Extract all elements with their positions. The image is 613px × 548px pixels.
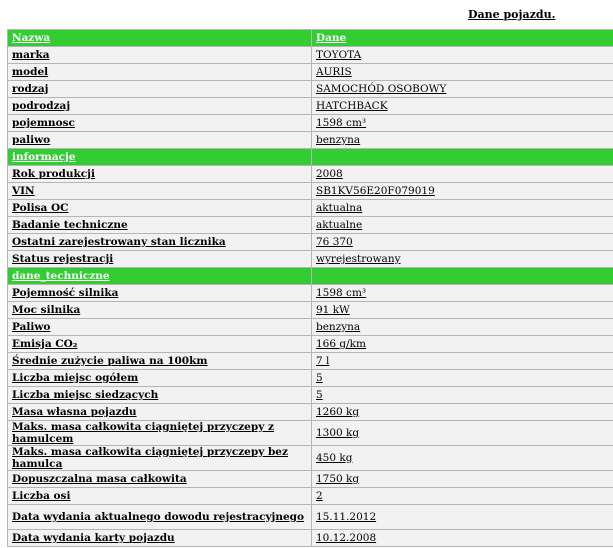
row-value: 91 kW xyxy=(312,302,613,319)
table-row xyxy=(8,81,613,98)
table-row xyxy=(8,234,613,251)
row-value: HATCHBACK xyxy=(312,98,613,115)
row-label: Pojemność silnika xyxy=(8,285,312,302)
row-label: podrodzaj xyxy=(8,98,312,115)
row-label: Rok produkcji xyxy=(8,166,312,183)
table-row xyxy=(8,285,613,302)
row-label: pojemnosc xyxy=(8,115,312,132)
table-row xyxy=(8,446,613,471)
row-label: Masa własna pojazdu xyxy=(8,404,312,421)
table-row xyxy=(8,530,613,547)
row-value: SAMOCHÓD OSOBOWY xyxy=(312,81,613,98)
row-label: Moc silnika xyxy=(8,302,312,319)
table-row xyxy=(8,200,613,217)
table-row xyxy=(8,336,613,353)
row-value: 1300 kg xyxy=(312,421,613,446)
section-title[interactable]: informacje xyxy=(8,149,312,166)
vehicle-data-table xyxy=(7,29,613,547)
table-row xyxy=(8,421,613,446)
table-row xyxy=(8,471,613,488)
table-row xyxy=(8,47,613,64)
table-row xyxy=(8,166,613,183)
table-row xyxy=(8,302,613,319)
table-row xyxy=(8,319,613,336)
row-value: wyrejestrowany xyxy=(312,251,613,268)
section-empty-cell xyxy=(312,149,613,166)
table-row xyxy=(8,251,613,268)
row-value: aktualna xyxy=(312,200,613,217)
row-value: 1598 cm³ xyxy=(312,285,613,302)
table-row xyxy=(8,115,613,132)
row-value: benzyna xyxy=(312,319,613,336)
row-label: Paliwo xyxy=(8,319,312,336)
column-header-data[interactable]: Dane xyxy=(312,30,613,47)
table-row xyxy=(8,488,613,505)
row-value: TOYOTA xyxy=(312,47,613,64)
row-value: 7 l xyxy=(312,353,613,370)
table-row xyxy=(8,404,613,421)
row-label: Data wydania karty pojazdu xyxy=(8,530,312,547)
row-label: Średnie zużycie paliwa na 100km xyxy=(8,353,312,370)
section-header-dane-techniczne xyxy=(8,268,613,285)
row-label: marka xyxy=(8,47,312,64)
table-row xyxy=(8,64,613,81)
section-title[interactable]: dane_techniczne xyxy=(8,268,312,285)
row-label: Emisja CO₂ xyxy=(8,336,312,353)
row-label: Ostatni zarejestrowany stan licznika xyxy=(8,234,312,251)
row-label: model xyxy=(8,64,312,81)
table-row xyxy=(8,505,613,530)
row-value: benzyna xyxy=(312,132,613,149)
row-label: Status rejestracji xyxy=(8,251,312,268)
row-value: 1750 kg xyxy=(312,471,613,488)
row-label: Data wydania aktualnego dowodu rejestracyjnego xyxy=(8,505,312,530)
row-value: 166 g/km xyxy=(312,336,613,353)
row-value: 1598 cm³ xyxy=(312,115,613,132)
row-value: 2008 xyxy=(312,166,613,183)
row-value: 1260 kg xyxy=(312,404,613,421)
row-label: Polisa OC xyxy=(8,200,312,217)
row-label: rodzaj xyxy=(8,81,312,98)
row-label: Maks. masa całkowita ciągniętej przyczepy z hamulcem xyxy=(8,421,312,446)
section-empty-cell xyxy=(312,268,613,285)
table-row xyxy=(8,183,613,200)
row-value: 15.11.2012 xyxy=(312,505,613,530)
table-row xyxy=(8,353,613,370)
row-label: Liczba miejsc siedzących xyxy=(8,387,312,404)
page-title: Dane pojazdu. xyxy=(468,8,556,21)
row-label: VIN xyxy=(8,183,312,200)
row-value: 76 370 xyxy=(312,234,613,251)
row-label: Dopuszczalna masa całkowita xyxy=(8,471,312,488)
row-value: 2 xyxy=(312,488,613,505)
row-value: AURIS xyxy=(312,64,613,81)
row-label: paliwo xyxy=(8,132,312,149)
row-value: 5 xyxy=(312,387,613,404)
section-header-informacje xyxy=(8,149,613,166)
row-value: SB1KV56E20F079019 xyxy=(312,183,613,200)
row-value: aktualne xyxy=(312,217,613,234)
row-label: Badanie techniczne xyxy=(8,217,312,234)
row-value: 450 kg xyxy=(312,446,613,471)
column-header-name[interactable]: Nazwa xyxy=(8,30,312,47)
table-row xyxy=(8,370,613,387)
row-label: Liczba osi xyxy=(8,488,312,505)
table-row xyxy=(8,132,613,149)
row-label: Liczba miejsc ogółem xyxy=(8,370,312,387)
row-label: Maks. masa całkowita ciągniętej przyczepy bez hamulca xyxy=(8,446,312,471)
table-row xyxy=(8,217,613,234)
table-row xyxy=(8,98,613,115)
table-header-row xyxy=(8,30,613,47)
row-value: 10.12.2008 xyxy=(312,530,613,547)
row-value: 5 xyxy=(312,370,613,387)
table-row xyxy=(8,387,613,404)
